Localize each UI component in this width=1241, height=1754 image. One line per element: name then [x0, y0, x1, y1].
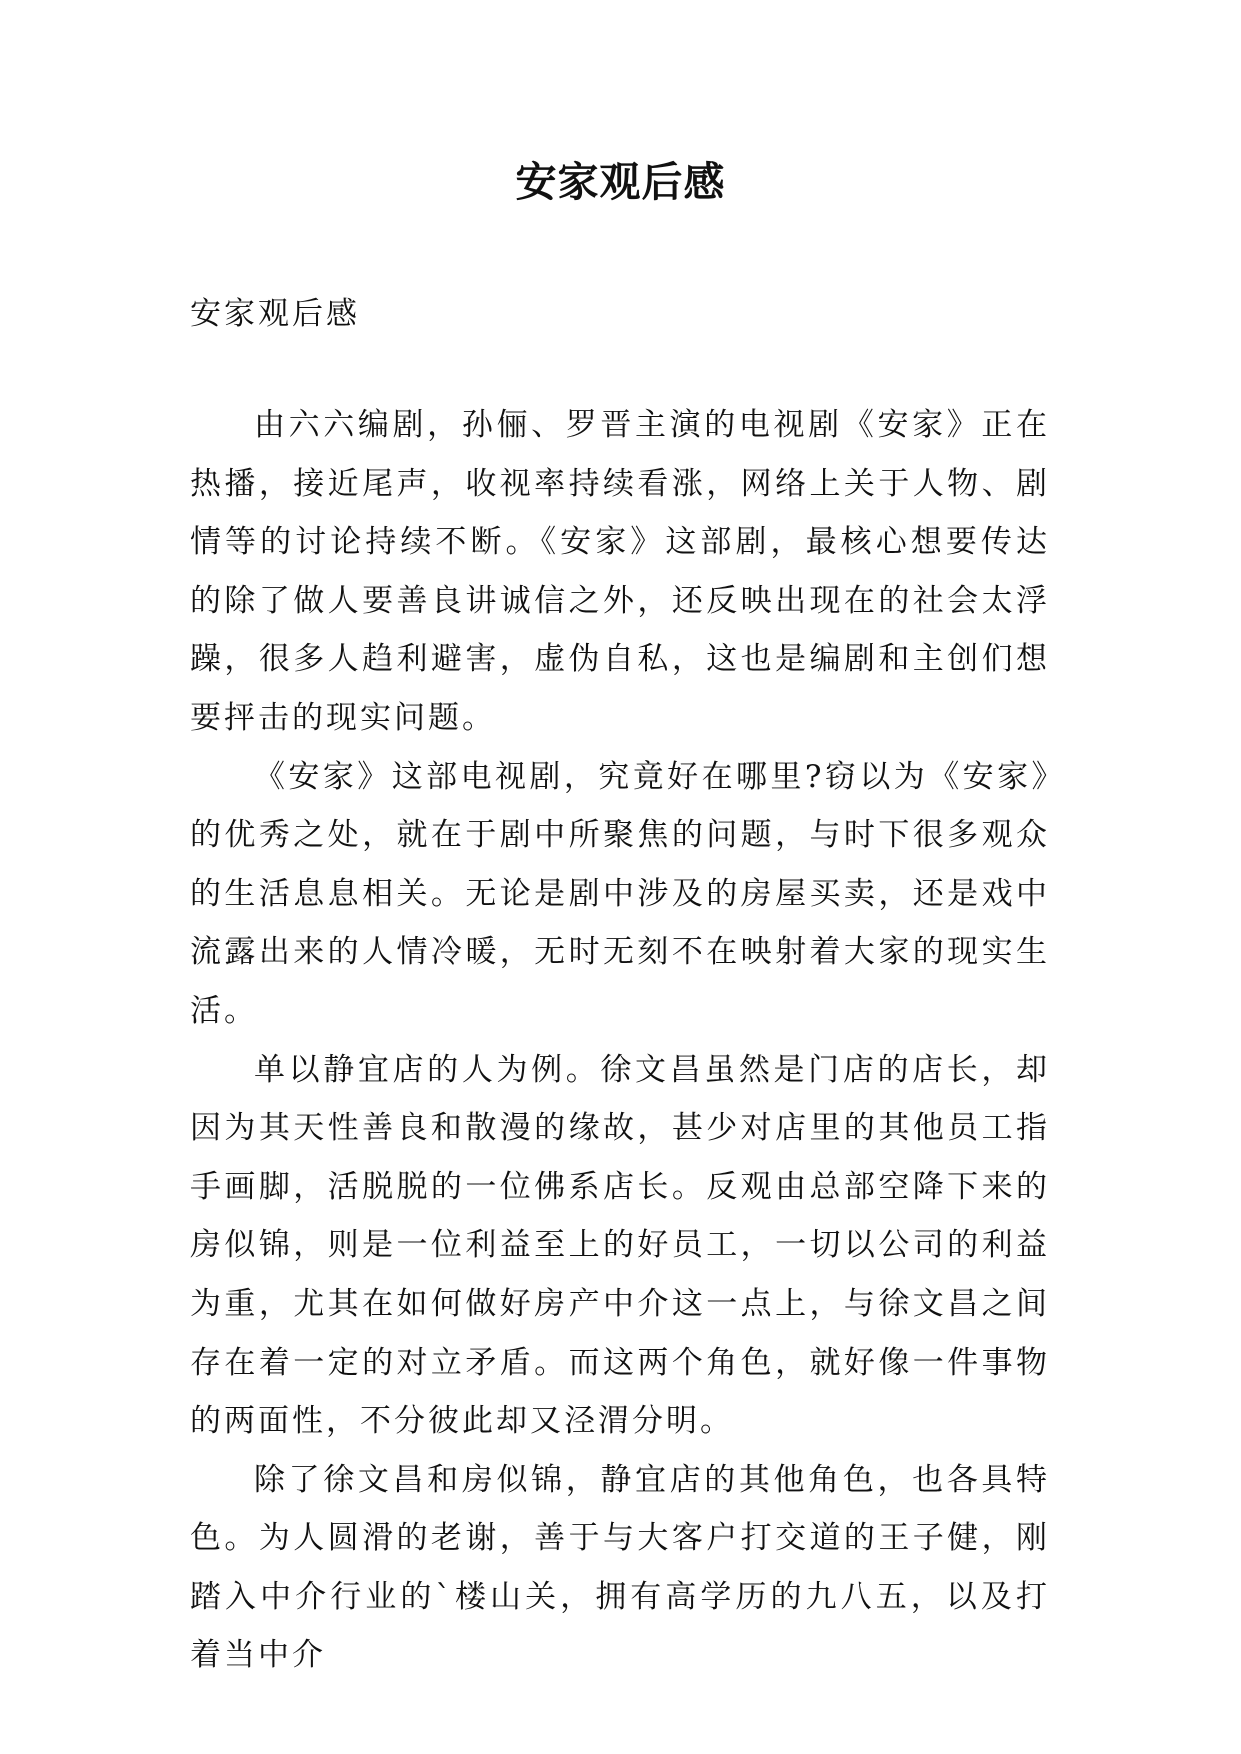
paragraph: 《安家》这部电视剧，究竟好在哪里?窃以为《安家》的优秀之处，就在于剧中所聚焦的问题，与时下很多观众的生活息息相关。无论是剧中涉及的房屋买卖，还是戏中流露出来的人情冷暖，无时无刻不在映射着大家的现实生活。 — [190, 758, 1050, 1029]
document-body — [190, 285, 1050, 1685]
paragraph: 除了徐文昌和房似锦，静宜店的其他角色，也各具特色。为人圆滑的老谢，善于与大客户打交道的王子健，刚踏入中介行业的`楼山关，拥有高学历的九八五，以及打着当中介 — [190, 1461, 1050, 1674]
document-title: 安家观后感 — [515, 158, 726, 206]
paragraph: 由六六编剧，孙俪、罗晋主演的电视剧《安家》正在热播，接近尾声，收视率持续看涨，网络上关于人物、剧情等的讨论持续不断。《安家》这部剧，最核心想要传达的除了做人要善良讲诚信之外，还反映出现在的社会太浮躁，很多人趋利避害，虚伪自私，这也是编剧和主创们想要抨击的现实问题。 — [190, 407, 1050, 736]
paragraph: 单以静宜店的人为例。徐文昌虽然是门店的店长，却因为其天性善良和散漫的缘故，甚少对店里的其他员工指手画脚，活脱脱的一位佛系店长。反观由总部空降下来的房似锦，则是一位利益至上的好员工，一切以公司的利益为重，尤其在如何做好房产中介这一点上，与徐文昌之间存在着一定的对立矛盾。而这两个角色，就好像一件事物的两面性，不分彼此却又泾渭分明。 — [190, 1051, 1050, 1440]
document-subtitle: 安家观后感 — [190, 296, 360, 332]
